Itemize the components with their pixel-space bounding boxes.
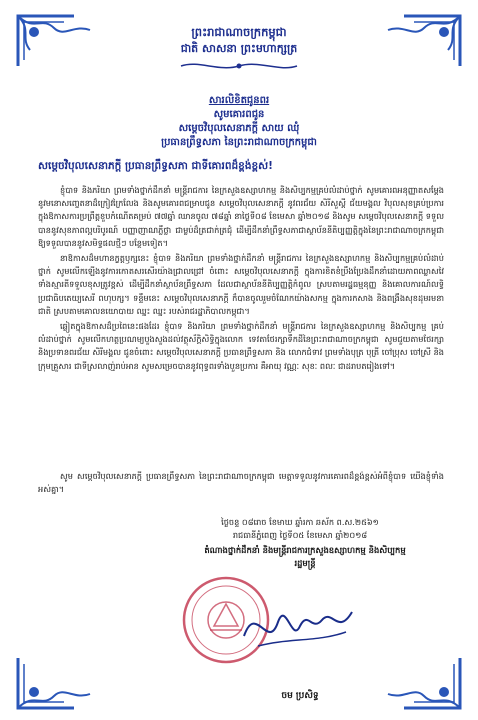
date-block <box>150 516 450 542</box>
header-divider-ornament <box>179 60 299 72</box>
signer-name: ចម ប្រសិទ្ធ <box>281 691 319 701</box>
signatory-title-line-2: រដ្ឋមន្ត្រី <box>294 558 316 568</box>
handwritten-signature <box>238 592 358 662</box>
body-paragraph-1: ខ្ញុំបាទ និងភរិយា ព្រមទាំងថ្នាក់ដឹកនាំ មន្ត្រីរាជការ នៃក្រសួងឧស្សាហកម្ម និងសិប្បកម្មគ្រប់លំដាប់ថ្នាក់ សូមគោរពអនុញ្ញាតសម្តែងនូវមនោសញ្ចេតនាដ៏ក្រៀវក្រៃលែង និងសូមគោរពជម្រាបជូន សម្តេចវិបុលសេនាភក្តី នូវពរជ័យ សិរីសួស្តី ជ័យមង្គល វិបុលសុខគ្រប់ប្រការ ក្នុងឱកាសការប្រព្រឹត្តខួបកំណើតគម្រប់ ៧៧ឆ្នាំ ឈានចូល ៧៨ឆ្នាំ នាថ្ងៃទី០៨ ខែមេសា ឆ្នាំ២០១៨ និងសូម សម្តេចវិបុលសេនាភក្តី ទទួលបាននូវសុខភាពល្អបរិបូរណ៍ បញ្ញាញាណភ្លឺថ្លា ជាម្លប់ដ៏ត្រជាក់ត្រជុំ ដើម្បីដឹកនាំព្រឹទ្ធសភាជាស្ថាប័ននីតិប្បញ្ញត្តិក្នុងនៃព្រះរាជាណាចក្រកម្ពុជា ឱ្យទទួលបាននូវសមិទ្ធផលថ្មីៗ បន្ថែមទៀត។ <box>38 185 444 248</box>
body-paragraph-3: ឆ្លៀតក្នុងឱកាសដ៏ប្រពៃនេះផងដែរ ខ្ញុំបាទ និងភរិយា ព្រមទាំងថ្នាក់ដឹកនាំ មន្ត្រីរាជការ នៃក្រសួងឧស្សាហកម្ម និងសិប្បកម្ម គ្រប់លំដាប់ថ្នាក់ សូមលើកហត្ថប្រណម្យបួងសួងដល់វត្ថុស័ក្តិសិទ្ធិក្នុងលោក ទេវតាថែរក្សាទឹកដីនៃព្រះរាជាណាចក្រកម្ពុជា សូមជួយតាមថែរក្សា និងប្រទានពរជ័យ សិរីមង្គល ជូនចំពោះ សម្តេចវិបុលសេនាភក្តី ប្រធានព្រឹទ្ធសភា និង លោកជំទាវ ព្រមទាំងបុត្រ បុត្រី ចៅប្រុស ចៅស្រី និងក្រុមគ្រួសារ ជាទីស្រលាញ់រាប់អាន សូមសម្រេចបាននូវពុទ្ធពរទាំងបួនប្រការ គឺអាយុ វណ្ណៈ សុខៈ ពលៈ ជាដរាបតរៀងទៅ។ <box>38 321 444 371</box>
kingdom-heading: ព្រះរាជាណាចក្រកម្ពុជា <box>191 25 287 39</box>
national-motto: ជាតិ សាសនា ព្រះមហាក្សត្រ <box>180 42 298 55</box>
letter-body <box>38 184 444 375</box>
solar-date: រាជធានីភ្នំពេញ ថ្ងៃទី០៥ ខែមេសា ឆ្នាំ២០១៨ <box>232 530 368 540</box>
lunar-date: ថ្ងៃចន្ទ ០៨រោច ខែមាឃ ឆ្នាំរកា ឆស័ក ព.ស.២៥៦១ <box>221 517 379 527</box>
corner-ornament-bottom-right <box>378 654 464 714</box>
signatory-title-line-1: តំណាងថ្នាក់ដឹកនាំ និងមន្ត្រីរាជការក្រសួងឧស្សាហកម្ម និងសិប្បកម្ម <box>204 545 406 555</box>
salutation: សម្តេចវិបុលសេនាភក្តី ប្រធានព្រឹទ្ធសភា ជាទីគោរពដ៏ខ្ពង់ខ្ពស់! <box>38 160 273 172</box>
addressee-line-1: សូមគោរពជូន <box>213 109 265 120</box>
addressee-line-2: សម្តេចវិបុលសេនាភក្តី សាយ ឈុំ <box>178 123 300 134</box>
closing-text: សូម សម្តេចវិបុលសេនាភក្តី ប្រធានព្រឹទ្ធសភា នៃព្រះរាជាណាចក្រកម្ពុជា មេត្តាទទួលនូវការគោរពដ៏ខ្ពង់ខ្ពស់អំពីខ្ញុំបាទ យើងខ្ញុំទាំងអស់គ្នា។ <box>38 471 444 495</box>
letter-header <box>0 24 478 72</box>
closing-paragraph <box>38 470 444 496</box>
letter-title: សារលិខិតជូនពរ <box>208 95 270 106</box>
addressee-block <box>0 94 478 150</box>
body-paragraph-2: នាឱកាសដ៏មហានក្ខត្តឫក្សនេះ ខ្ញុំបាទ និងភរិយា ព្រមទាំងថ្នាក់ដឹកនាំ មន្ត្រីរាជការ នៃក្រសួងឧស្សាហកម្ម និងសិប្បកម្មគ្រប់លំដាប់ថ្នាក់ សូមលើកឡើងនូវការកោតសរសើរយ៉ាងជ្រាលជ្រៅ ចំពោះ សម្តេចវិបុលសេនាភក្តី ក្នុងការខិតខំប្រឹងប្រែងដឹកនាំដោយភាពឈ្លាសវៃ ទាំងស្មារតីទទួលខុសត្រូវខ្ពស់ ដើម្បីដឹកនាំស្ថាប័នព្រឹទ្ធសភា ដែលជាស្ថាប័ននីតិប្បញ្ញត្តិកំពូល ស្របតាមរដ្ឋធម្មនុញ្ញ និងគោលការណ៍លទ្ធិប្រជាធិបតេយ្យសេរី ពហុបក្ស។ ទន្ទឹមនេះ សម្តេចវិបុលសេនាភក្តី ក៏បានចូលរួមចំណែកយ៉ាងសកម្ម ក្នុងការកសាង និងពង្រឹងសុខដុមរមនាជាតិ ស្របតាមគោលនយោបាយ ឈ្នះ ឈ្នះ របស់រាជរដ្ឋាភិបាលកម្ពុជា។ <box>38 253 444 316</box>
corner-ornament-bottom-left <box>14 654 100 714</box>
signatory-title <box>150 544 460 570</box>
addressee-line-3: ប្រធានព្រឹទ្ធសភា នៃព្រះរាជាណាចក្រកម្ពុជា <box>161 137 317 148</box>
